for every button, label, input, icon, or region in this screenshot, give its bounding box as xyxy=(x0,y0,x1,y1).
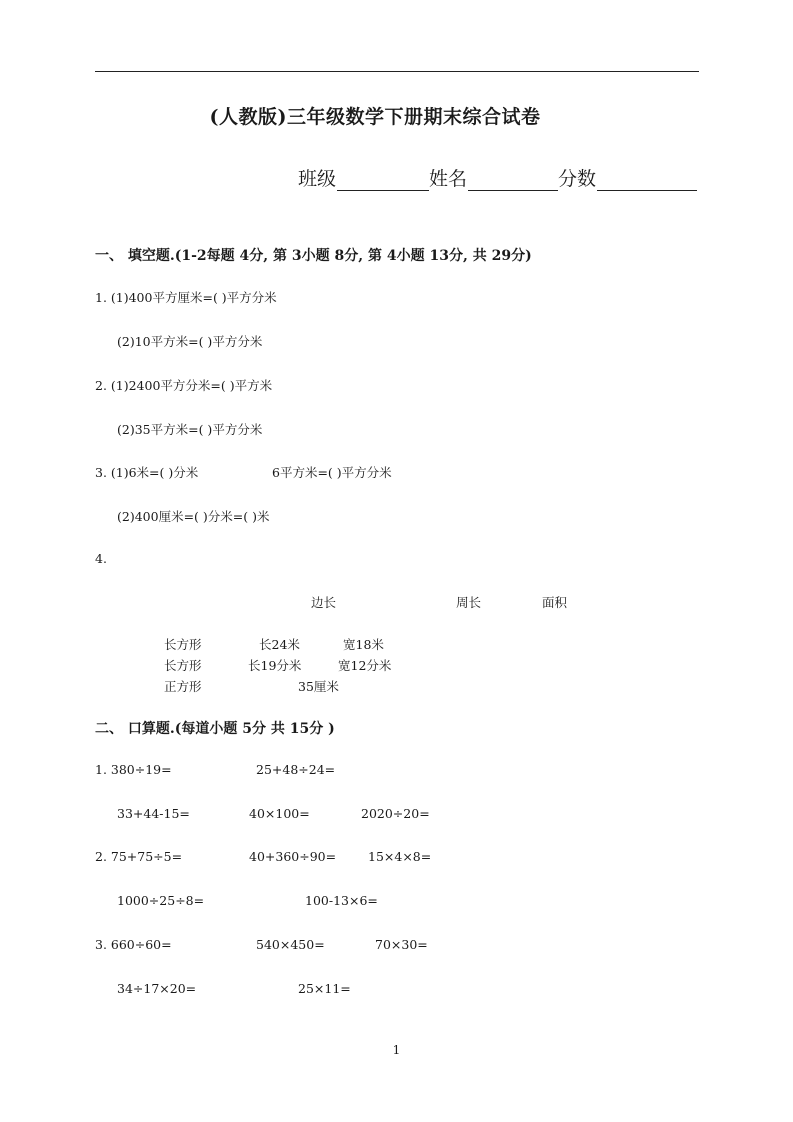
calc-3b-2: 25×11= xyxy=(298,981,351,996)
calc-3a-3: 70×30= xyxy=(375,937,428,952)
question-3b: (2)400厘米=( )分米=( )米 xyxy=(117,509,270,524)
question-1b: (2)10平方米=( )平方分米 xyxy=(117,334,263,349)
question-3a-part1: 3. (1)6米=( )分米 xyxy=(95,465,199,480)
calc-1b-2: 40×100= xyxy=(249,806,310,821)
score-blank[interactable] xyxy=(597,169,697,191)
class-label: 班级 xyxy=(298,168,337,190)
calc-3b-1: 34÷17×20= xyxy=(117,981,197,996)
question-2a: 2. (1)2400平方分米=( )平方米 xyxy=(95,378,273,393)
table-header-area: 面积 xyxy=(542,595,568,610)
question-2b: (2)35平方米=( )平方分米 xyxy=(117,422,263,437)
calc-2a-1: 2. 75+75÷5= xyxy=(95,849,183,864)
header-rule xyxy=(95,71,699,72)
calc-3a-2: 540×450= xyxy=(256,937,325,952)
table-row-2-shape: 长方形 xyxy=(164,658,202,673)
table-row-3-side: 35厘米 xyxy=(298,679,339,694)
table-row-1-shape: 长方形 xyxy=(164,637,202,652)
calc-2a-2: 40+360÷90= xyxy=(249,849,337,864)
table-row-1-length: 长24米 xyxy=(259,637,300,652)
name-blank[interactable] xyxy=(468,169,558,191)
table-row-3-shape: 正方形 xyxy=(164,679,202,694)
calc-1b-1: 33+44-15= xyxy=(117,806,190,821)
question-3a-part2: 6平方米=( )平方分米 xyxy=(272,465,392,480)
student-info-line xyxy=(298,164,697,191)
name-label: 姓名 xyxy=(429,168,468,190)
calc-2b-2: 100-13×6= xyxy=(305,893,378,908)
calc-1b-3: 2020÷20= xyxy=(361,806,430,821)
exam-title: (人教版)三年级数学下册期末综合试卷 xyxy=(209,106,541,128)
calc-1a-1: 1. 380÷19= xyxy=(95,762,172,777)
score-label: 分数 xyxy=(558,168,597,190)
table-header-side: 边长 xyxy=(311,595,337,610)
table-row-2-width: 宽12分米 xyxy=(338,658,392,673)
calc-3a-1: 3. 660÷60= xyxy=(95,937,172,952)
section1-heading: 一、 填空题.(1-2每题 4分, 第 3小题 8分, 第 4小题 13分, 共 29分) xyxy=(95,248,532,264)
calc-1a-2: 25+48÷24= xyxy=(256,762,336,777)
table-header-perimeter: 周长 xyxy=(456,595,482,610)
section2-heading: 二、 口算题.(每道小题 5分 共 15分 ) xyxy=(95,721,335,737)
calc-2a-3: 15×4×8= xyxy=(368,849,432,864)
question-4: 4. xyxy=(95,551,107,566)
class-blank[interactable] xyxy=(337,169,429,191)
table-row-1-width: 宽18米 xyxy=(343,637,384,652)
table-row-2-length: 长19分米 xyxy=(248,658,302,673)
page-number: 1 xyxy=(392,1043,401,1057)
calc-2b-1: 1000÷25÷8= xyxy=(117,893,205,908)
question-1a: 1. (1)400平方厘米=( )平方分米 xyxy=(95,290,277,305)
